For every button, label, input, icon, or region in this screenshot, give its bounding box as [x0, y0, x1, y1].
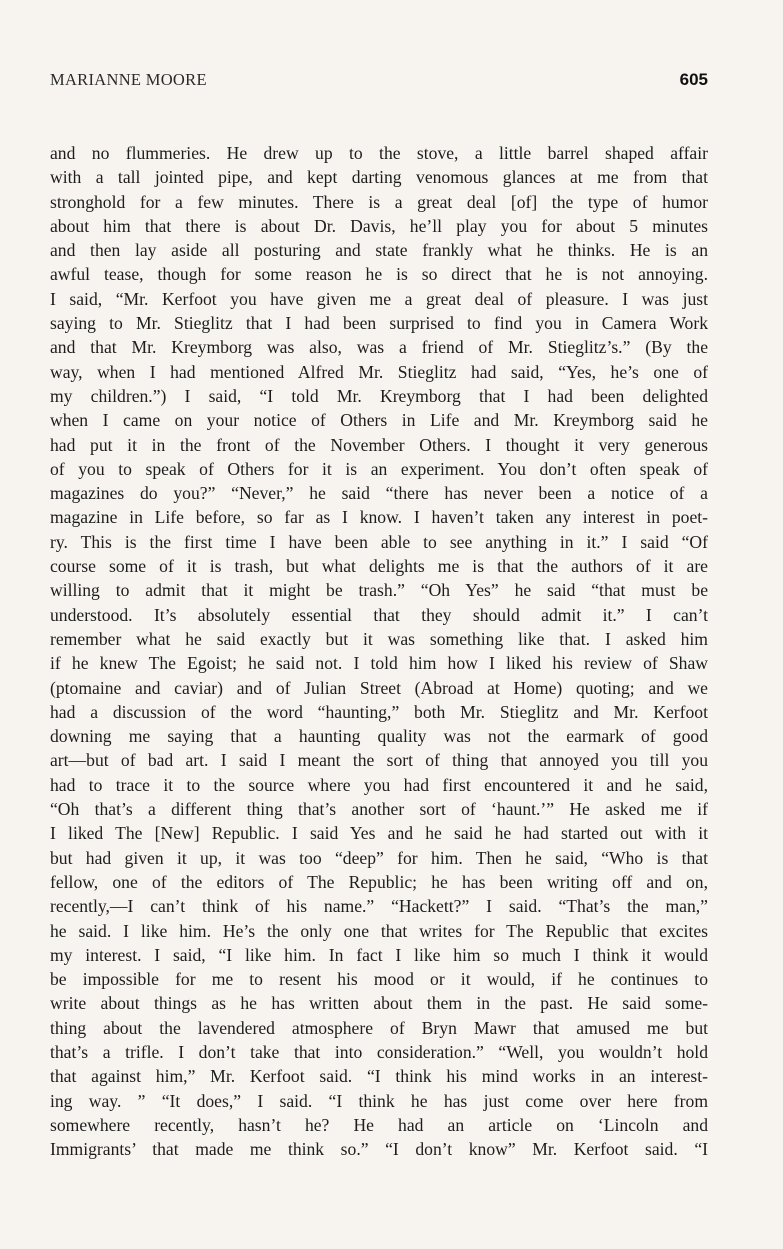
text-line: (ptomaine and caviar) and of Julian Street (Abroad at Home) quoting; and we — [50, 677, 708, 698]
text-line: I liked The [New] Republic. I said Yes and he said he had started out with it — [50, 823, 708, 844]
text-line: magazines do you?” “Never,” he said “there has never been a notice of a — [50, 483, 708, 504]
text-line: willing to admit that it might be trash.” “Oh Yes” he said “that must be — [50, 580, 708, 601]
text-line: and then lay aside all posturing and state frankly what he thinks. He is an — [50, 240, 708, 261]
text-line: and that Mr. Kreymborg was also, was a friend of Mr. Stieglitz’s.” (By the — [50, 337, 708, 358]
text-line: he said. I like him. He’s the only one that writes for The Republic that excites — [50, 920, 708, 941]
text-line: understood. It’s absolutely essential that they should admit it.” I can’t — [50, 604, 708, 625]
text-line: thing about the lavendered atmosphere of Bryn Mawr that amused me but — [50, 1017, 708, 1038]
text-line: and no flummeries. He drew up to the stove, a little barrel shaped affair — [50, 143, 708, 163]
text-line: course some of it is trash, but what delights me is that the authors of it are — [50, 556, 708, 577]
text-line: about him that there is about Dr. Davis, he’ll play you for about 5 minutes — [50, 215, 708, 236]
text-line: write about things as he has written about them in the past. He said some- — [50, 993, 708, 1014]
text-line: awful tease, though for some reason he is so direct that he is not annoying. — [50, 264, 708, 285]
text-line: if he knew The Egoist; he said not. I told him how I liked his review of Shaw — [50, 653, 708, 674]
text-line: fellow, one of the editors of The Republic; he has been writing off and on, — [50, 871, 708, 892]
text-line: with a tall jointed pipe, and kept darting venomous glances at me from that — [50, 167, 708, 188]
text-line: remember what he said exactly but it was something like that. I asked him — [50, 628, 708, 649]
running-head — [50, 70, 708, 90]
running-head-author: MARIANNE MOORE — [50, 70, 207, 89]
text-line: stronghold for a few minutes. There is a great deal [of] the type of humor — [50, 191, 708, 212]
text-line: ing way. ” “It does,” I said. “I think he has just come over here from — [50, 1090, 708, 1111]
text-line: Immigrants’ that made me think so.” “I don’t know” Mr. Kerfoot said. “I — [50, 1139, 708, 1160]
text-line: somewhere recently, hasn’t he? He had an article on ‘Lincoln and — [50, 1114, 708, 1135]
text-line: of you to speak of Others for it is an experiment. You don’t often speak of — [50, 458, 708, 479]
text-line: be impossible for me to resent his mood or it would, if he continues to — [50, 969, 708, 990]
text-line: I said, “Mr. Kerfoot you have given me a great deal of pleasure. I was just — [50, 288, 708, 309]
text-line: downing me saying that a haunting quality was not the earmark of good — [50, 726, 708, 747]
text-line: saying to Mr. Stieglitz that I had been surprised to find you in Camera Work — [50, 313, 708, 334]
text-line: when I came on your notice of Others in Life and Mr. Kreymborg said he — [50, 410, 708, 431]
text-line: ry. This is the first time I have been able to see anything in it.” I said “Of — [50, 531, 708, 552]
text-line: had a discussion of the word “haunting,” both Mr. Stieglitz and Mr. Kerfoot — [50, 701, 708, 722]
body-text — [50, 141, 708, 1161]
text-line: had put it in the front of the November Others. I thought it very generous — [50, 434, 708, 455]
text-line: that’s a trifle. I don’t take that into consideration.” “Well, you wouldn’t hold — [50, 1041, 708, 1062]
text-line: art—but of bad art. I said I meant the sort of thing that annoyed you till you — [50, 750, 708, 771]
text-line: “Oh that’s a different thing that’s another sort of ‘haunt.’” He asked me if — [50, 799, 708, 820]
text-line: that against him,” Mr. Kerfoot said. “I think his mind works in an interest- — [50, 1066, 708, 1087]
text-line: magazine in Life before, so far as I know. I haven’t taken any interest in poet- — [50, 507, 708, 528]
text-line: had to trace it to the source where you had first encountered it and he said, — [50, 774, 708, 795]
text-line: my children.”) I said, “I told Mr. Kreymborg that I had been delighted — [50, 385, 708, 406]
page-number: 605 — [679, 70, 708, 89]
text-line: my interest. I said, “I like him. In fact I like him so much I think it would — [50, 944, 708, 965]
text-line: recently,—I can’t think of his name.” “Hackett?” I said. “That’s the man,” — [50, 896, 708, 917]
text-line: but had given it up, it was too “deep” for him. Then he said, “Who is that — [50, 847, 708, 868]
text-line: way, when I had mentioned Alfred Mr. Stieglitz had said, “Yes, he’s one of — [50, 361, 708, 382]
